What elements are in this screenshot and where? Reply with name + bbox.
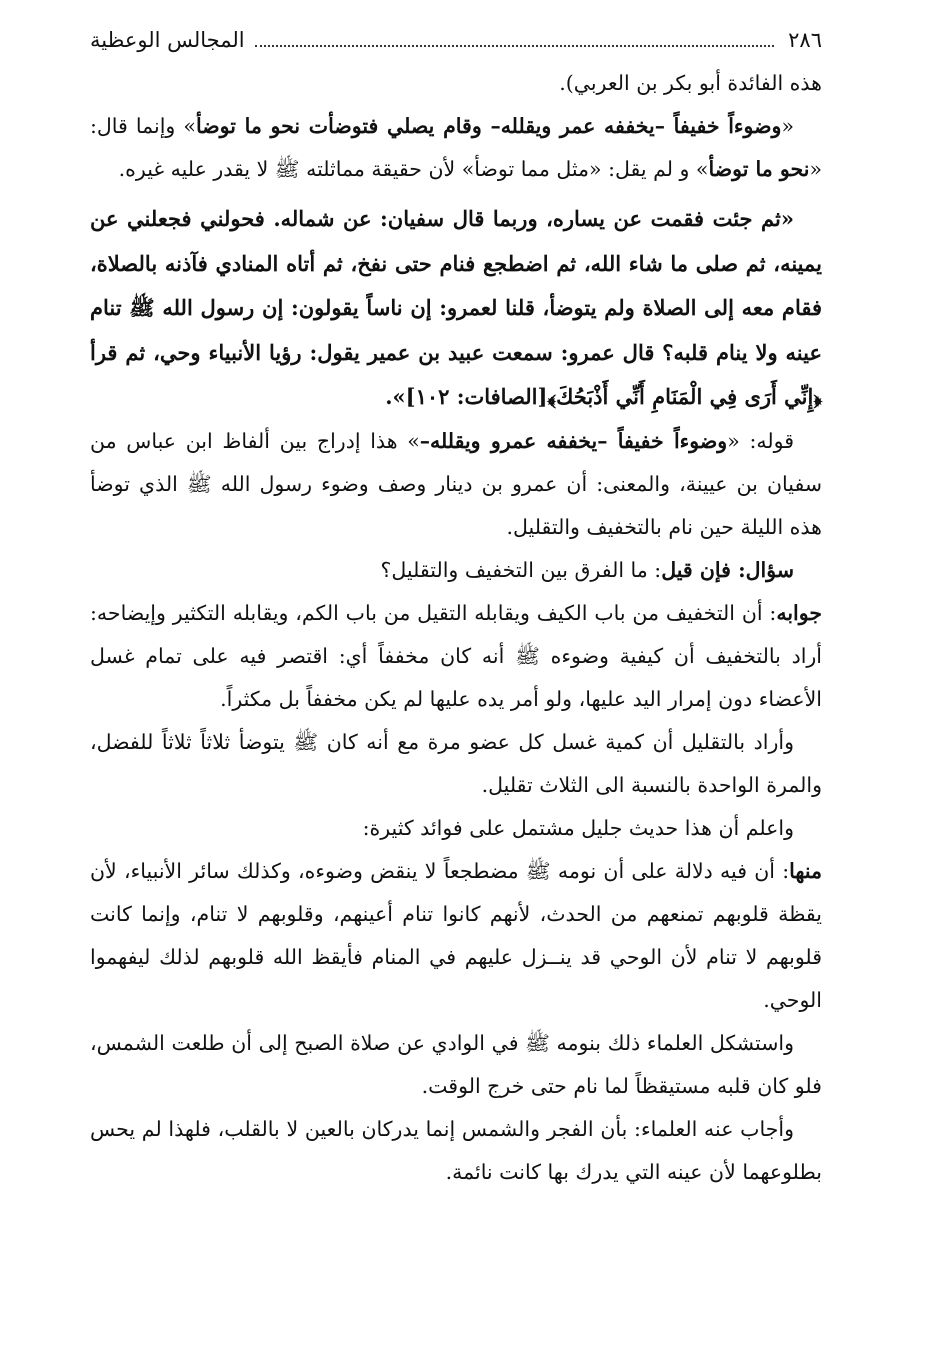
paragraph-7 [90,721,822,807]
paragraph-text: : أن التخفيف من باب الكيف ويقابله التقيل من باب الكم، ويقابله التكثير وإيضاحه: أراد بالتخفيف أن كيفية وضوءه ﷺ أنه كان مخففاً أي: اقتصر فيه على تمام غسل الأعضاء دون إمرار اليد عليها، ولو أمر يده عليها لم يكن مخففاً بل مكثراً. [90,600,822,711]
paragraph-text: وأجاب عنه العلماء: بأن الفجر والشمس إنما يدركان بالعين لا بالقلب، فلهذا لم يحس بطلوعهما لأن عينه التي يدرك بها كانت نائمة. [90,1116,822,1184]
paragraph-text: وأراد بالتقليل أن كمية غسل كل عضو مرة مع أنه كان ﷺ يتوضأ ثلاثاً ثلاثاً للفضل، والمرة الواحدة بالنسبة الى الثلاث تقليل. [90,729,822,797]
question-label: سؤال: فإن قيل [661,557,794,582]
paragraph-4 [90,420,822,549]
hadith-quote: وضوءاً خفيفاً –يخففه عمر ويقلله– وقام يصلي فتوضأت نحو ما توضأ [195,114,782,138]
paragraph-11 [90,1108,822,1194]
hadith-quote: نحو ما توضأ [708,157,810,181]
paragraph-2 [90,105,822,191]
paragraph-10 [90,1022,822,1108]
paragraph-text: » وإنما قال: « [90,114,822,181]
paragraph-1 [90,62,822,105]
book-title: المجالس الوعظية [90,28,245,52]
paragraph-text: هذه الفائدة أبو بكر بن العربي). [559,71,822,95]
header-dotted-rule [255,45,775,47]
paragraph-text: : أن فيه دلالة على أن نومه ﷺ مضطجعاً لا ينقض وضوءه، وكذلك سائر الأنبياء، لأن يقظة قلوبهم تمنعهم من الحدث، لأنهم كانوا تنام أعينهم، وقلوبهم لا تنام، وإنما كانت قلوبهم لا تنام لأن الوحي قد ينــزل عليهم في المنام فأيقظ الله قلوبهم لذلك ليفهموا الوحي. [90,858,822,1012]
paragraph-text: : ما الفرق بين التخفيف والتقليل؟ [380,557,662,582]
paragraph-text: » هذا إدراج بين ألفاظ ابن عباس من سفيان بن عيينة، والمعنى: أن عمرو بن دينار وصف وضوء رسول الله ﷺ الذي توضأ هذه الليلة حين نام بالتخفيف والتقليل. [90,428,822,539]
hadith-paragraph [90,197,822,420]
benefit-label: منها [789,858,822,883]
running-header [90,28,822,62]
hadith-text: «ثم جئت فقمت عن يساره، وربما قال سفيان: عن شماله. فحولني فجعلني عن يمينه، ثم صلى ما شاء الله، ثم اضطجع فنام حتى نفخ، ثم أتاه المنادي فآذنه بالصلاة، فقام معه إلى الصلاة ولم يتوضأ، قلنا لعمرو: إن ناساً يقولون: إن رسول الله ﷺ تنام عينه ولا ينام قلبه؟ قال عمرو: سمعت عبيد بن عمير يقول: رؤيا الأنبياء وحي، ثم قرأ ﴿إِنِّي أَرَى فِي الْمَنَامِ أَنِّي أَذْبَحُكَ﴾[الصافات: ١٠٢]». [90,206,822,409]
page-number: ٢٨٦ [788,28,822,52]
paragraph-text: واعلم أن هذا حديث جليل مشتمل على فوائد كثيرة: [362,815,794,840]
question-paragraph [90,549,822,592]
quote-open: « [781,114,794,138]
hadith-quote: وضوءاً خفيفاً –يخففه عمرو ويقلله– [419,428,728,453]
paragraph-8 [90,807,822,850]
paragraph-text: » و لم يقل: «مثل مما توضأ» لأن حقيقة مماثلته ﷺ لا يقدر عليه غيره. [118,157,709,181]
benefits-paragraph [90,850,822,1022]
paragraph-text: قوله: « [727,428,794,453]
answer-label: جوابه [776,600,822,625]
answer-paragraph [90,592,822,721]
paragraph-text: واستشكل العلماء ذلك بنومه ﷺ في الوادي عن صلاة الصبح إلى أن طلعت الشمس، فلو كان قلبه مستيقظاً لما نام حتى خرج الوقت. [90,1030,822,1098]
book-page [90,28,822,1194]
page-body [90,62,822,1194]
